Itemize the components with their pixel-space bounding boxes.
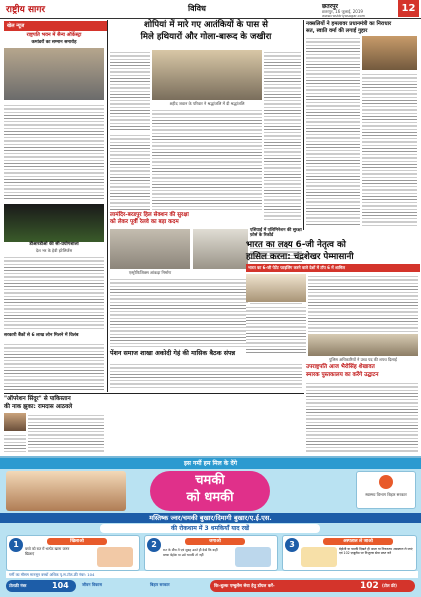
- left-headline-1: राष्ट्रपति भवन में सैन्य ऑर्केस्ट्रा: [26, 32, 82, 38]
- sub-headline-2: को लेकर पूर्वी रेलवे का बड़ा कदम: [110, 219, 179, 225]
- center-text-d: [110, 133, 150, 210]
- right-text-a: [306, 36, 360, 226]
- emblem-icon: [379, 475, 393, 489]
- row-rule: [4, 393, 304, 394]
- paper-name: राष्ट्रीय सागर: [6, 5, 46, 15]
- helpline-1-number: 104: [52, 581, 69, 590]
- step-card-3: [282, 535, 417, 571]
- right-text-b: [362, 72, 417, 226]
- step-number: 3: [285, 538, 299, 552]
- logo-text: स्वास्थ्य विभाग बिहार सरकार: [365, 492, 407, 497]
- right-red-strip: भारत का 6-जी पेटेंट फाइलिंग करने वाले देशों में टॉप 6 में शामिल: [246, 264, 420, 272]
- center-text-b: [264, 50, 301, 220]
- step-card-1: [6, 535, 140, 571]
- funeral-photo: [152, 50, 262, 100]
- center-text-a: [110, 50, 150, 130]
- step-text: बच्चे को रात में भरपेट खाना जरूर खिलाएं: [25, 547, 70, 556]
- sub-headline-1: लामंदिर-बरडपुर हिल सेक्शन की सुरक्षा: [110, 212, 189, 218]
- mid-photo-caption: एस्ट्रोफिजिक्स आंकड़ा निर्माण: [128, 270, 172, 275]
- left-text-block-2: [4, 255, 104, 330]
- step-heading: खिलाओ: [47, 538, 107, 545]
- right-photo-caption: पुलिस अधिकारियों ने उच्च पद की शपथ दिलाई: [329, 357, 397, 362]
- bottom-left-headline-1: "ऑपरेशन सिंदूर" से पाकिस्तान: [4, 396, 71, 402]
- right-top-photo: [362, 36, 417, 70]
- side-headline: एशियाई में एलिमिनेशन की सुरक्षा फ़ोर्स के रिकॉर्ड: [250, 228, 302, 238]
- step-card-2: [144, 535, 278, 571]
- helpline-2-number: 102: [360, 581, 379, 591]
- step-number: 2: [147, 538, 161, 552]
- ceremony-photo: [308, 334, 418, 356]
- right-big-headline-2: हासिल करना: चंद्रशेखर पेम्मासानी: [246, 252, 354, 262]
- step-heading: अस्पताल ले जाओ: [323, 538, 393, 545]
- bottom-left-text: [28, 413, 104, 453]
- step-heading: जगाओ: [185, 538, 245, 545]
- left-headline-1b: कमांडरों का सम्मान समारोह: [31, 40, 77, 45]
- crowd-photo: [110, 229, 190, 269]
- step-text: रात के बीच में एवं सुबह उठते ही देखें कि कहीं बच्चा बेहोश या उसे चमकी तो नहीं: [163, 548, 218, 557]
- main-headline-1: शोपियां में मारे गए आतंकियों के पास से: [144, 20, 268, 30]
- main-headline-2: मिले हथियारों और गोला-बारूद के जखीरा: [140, 32, 272, 42]
- left-label: खेल न्यूज: [4, 21, 107, 31]
- ad-bottom-right: बिहार सरकार: [150, 582, 170, 587]
- column-rule: [303, 20, 304, 230]
- left-photo2-caption: डीआरडीओ की सी-प्रयोगशाला: [29, 242, 79, 247]
- right-headline-2: सत, स्वाति वर्मा की लगाई गुहार: [306, 28, 368, 34]
- page-number: 12: [398, 0, 419, 17]
- helpline-102: [210, 580, 415, 592]
- ad-title-bubble: [150, 471, 270, 511]
- masthead-website: www.rashtriyasagar.com: [322, 14, 366, 18]
- eating-illustration: [97, 547, 133, 567]
- helpline-2-suffix: (टोल फ्री): [382, 583, 397, 588]
- left-photo2-sub: देश भर के हेवी इंटेलिजेंस: [35, 248, 73, 253]
- ad-subtitle-2: की रोकथाम में 3 धमकियाँ याद रखें: [100, 524, 320, 533]
- parade-photo: [4, 48, 104, 100]
- ad-subtitle: मस्तिष्क ज्वर/चमकी बुखार/दिमागी बुखार/ए.ई.एस.: [0, 513, 421, 523]
- sleeping-illustration: [235, 547, 271, 567]
- right-text-e: [306, 381, 418, 453]
- helpline-1-label: टोलफ्री नंबर: [9, 583, 27, 588]
- helpline-2-label: कि-शुल्क एम्बुलेंस सेवा हेतु डॉयल करें-: [214, 584, 275, 589]
- lower-headline: पेंशन समाज शाखा अकोदी गेहं की मासिक बैठक संपन्न: [110, 350, 236, 357]
- ad-title-2: को धमकी: [186, 490, 234, 505]
- masthead-city: छतरपुर: [322, 3, 338, 10]
- children-photo: [6, 471, 126, 511]
- funeral-photo-caption: शहीद जवान के परिवार ने श्रद्धांजलि में दी श्रद्धांजलि: [169, 101, 245, 106]
- left-headline-3: सरकारी बैंकों से 6 लाख लोन मिलने में विलंब: [4, 333, 79, 338]
- masthead: [0, 0, 421, 19]
- step-text: बेहोशी या चमकी दिखते ही आशा या निकटतम अस्पताल ले जाएं एवं 102 एम्बुलेंस पर निःशुल्क सेवा प्राप्त करें: [339, 547, 413, 555]
- minister-photo: [246, 274, 306, 302]
- center-text-g: [110, 362, 302, 390]
- right-text-d: [246, 305, 306, 355]
- portrait-photo: [4, 413, 26, 431]
- center-text-f: [110, 277, 248, 347]
- left-text-block: [4, 103, 104, 201]
- ambulance-illustration: [301, 547, 337, 567]
- group-photo: [193, 229, 248, 269]
- right-headline-1: नक्सलियों ने हमलावर प्रधानमंत्री का निराधार: [306, 21, 392, 27]
- ad-title-1: चमकी: [195, 473, 225, 488]
- right-lower-headline-2: स्मारक पुस्तकालय का करेंगे उद्घाटन: [306, 372, 379, 378]
- left-text-block-3: [4, 342, 104, 390]
- ad-footer-line: गर्मी का मौसम मानसून बच्चों अधिक पृ.स.टॉल-फ्री नंबर: 104: [6, 571, 418, 578]
- right-lower-headline-1: उपराष्ट्रपति आज भैरोसिंह शेखावत: [306, 364, 375, 370]
- helpline-104: [6, 580, 76, 592]
- bottom-left-text-2: [4, 433, 26, 453]
- health-dept-logo: [356, 471, 416, 509]
- night-building-photo: [4, 204, 104, 242]
- masthead-date: छतरपुर, 16 जुलाई, 2019: [322, 9, 363, 14]
- bottom-left-headline-2: की नाक झुका: रामदास आठवले: [4, 404, 73, 410]
- section-title: विविध: [188, 4, 206, 13]
- step-number: 1: [9, 538, 23, 552]
- right-big-headline-1: भारत का लक्ष्य 6-जी नेतृत्व को: [246, 240, 346, 250]
- right-text-c: [308, 274, 418, 332]
- ad-top-line: इस गर्मी हम मिल के देंगे: [0, 458, 421, 469]
- center-text-c: [152, 108, 262, 210]
- chamki-ad: [0, 456, 421, 597]
- column-rule: [107, 20, 108, 392]
- ad-bottom-left: जीवन विकास: [82, 582, 102, 587]
